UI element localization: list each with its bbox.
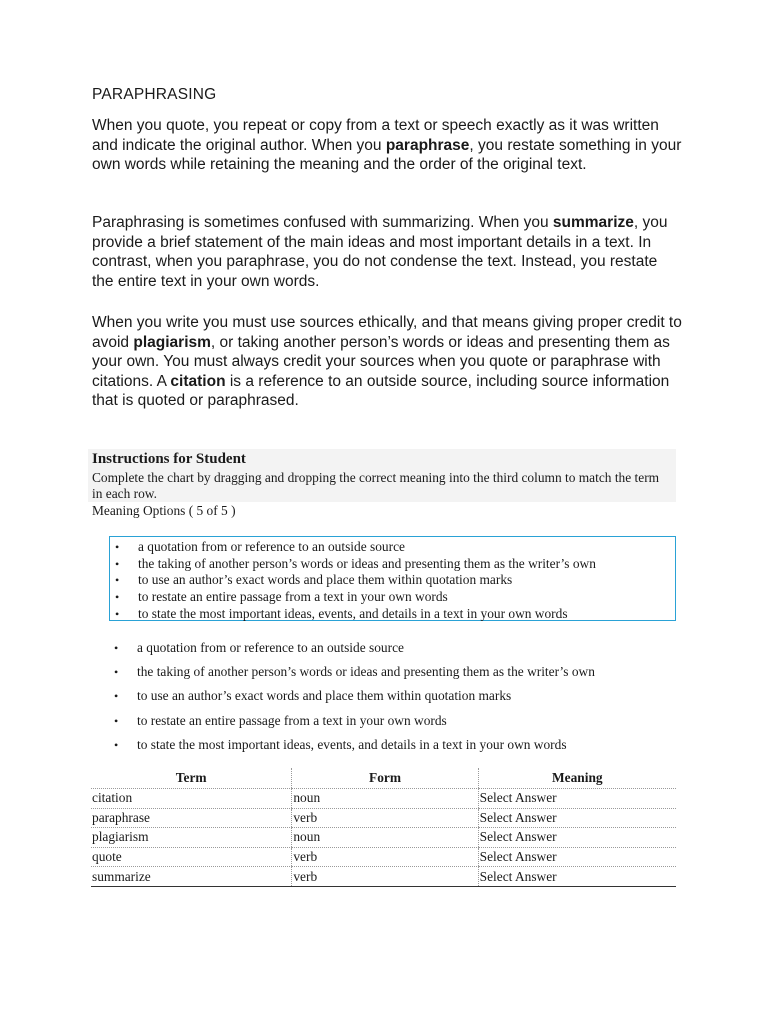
list-item: • to restate an entire passage from a text in your own words — [109, 711, 595, 735]
list-item: • the taking of another person’s words or ideas and presenting them as the writer’s own — [109, 662, 595, 686]
form-cell: noun — [292, 789, 478, 809]
form-cell: noun — [292, 828, 478, 848]
para3-text-1: When you write you must use sources ethically, and that means giving proper credit to avoid — [92, 314, 682, 351]
para3-text-2: , or taking another person’s words or ideas and presenting them as your own. You must always credit your sources when you quote or paraphrase with citations. A — [92, 333, 670, 390]
meaning-drop-target[interactable]: Select Answer — [478, 789, 676, 809]
drag-option-item[interactable]: • to state the most important ideas, events, and details in a text in your own words — [110, 606, 596, 623]
meaning-drop-target[interactable]: Select Answer — [478, 847, 676, 867]
para3-bold-plagiarism: plagiarism — [133, 333, 211, 351]
list-item: • to state the most important ideas, events, and details in a text in your own words — [109, 735, 595, 759]
list-item: • a quotation from or reference to an outside source — [109, 638, 595, 662]
drag-option-item[interactable]: • to use an author’s exact words and place them within quotation marks — [110, 572, 596, 589]
page-heading: PARAPHRASING — [92, 86, 217, 103]
term-cell: citation — [91, 789, 292, 809]
instructions-title: Instructions for Student — [92, 451, 246, 467]
paragraph-quote-paraphrase — [92, 116, 682, 175]
column-header-meaning: Meaning — [478, 768, 676, 789]
table-row — [91, 828, 676, 848]
instructions-text: Complete the chart by dragging and dropping the correct meaning into the third column to match the term in each row. — [92, 470, 660, 501]
form-cell: verb — [292, 867, 478, 887]
drag-option-item[interactable]: • to restate an entire passage from a text in your own words — [110, 589, 596, 606]
term-cell: paraphrase — [91, 808, 292, 828]
column-header-term: Term — [91, 768, 292, 789]
list-item: • to use an author’s exact words and place them within quotation marks — [109, 686, 595, 710]
para1-text-2: , you restate something in your own words while retaining the meaning and the order of the original text. — [92, 136, 682, 174]
meaning-drop-target[interactable]: Select Answer — [478, 867, 676, 887]
table-row — [91, 808, 676, 828]
para1-bold-paraphrase: paraphrase — [385, 136, 470, 154]
para3-text-3: is a reference to an outside source, including source information that is quoted or paraphrased. — [92, 372, 670, 410]
paragraph-plagiarism-citation — [92, 313, 682, 411]
form-cell: verb — [292, 847, 478, 867]
meaning-options-label: Meaning Options ( 5 of 5 ) — [92, 503, 236, 518]
term-cell: plagiarism — [91, 828, 292, 848]
table-header-row — [91, 768, 676, 789]
meaning-drop-target[interactable]: Select Answer — [478, 828, 676, 848]
paragraph-summarize — [92, 213, 682, 291]
term-cell: summarize — [91, 867, 292, 887]
para2-bold-summarize: summarize — [552, 214, 634, 231]
para3-bold-citation: citation — [170, 372, 226, 390]
column-header-form: Form — [292, 768, 478, 789]
terms-table — [91, 768, 676, 887]
table-row — [91, 847, 676, 867]
para2-text-1: Paraphrasing is sometimes confused with summarizing. When you — [92, 214, 553, 231]
drag-options-list — [110, 539, 596, 622]
drag-options-box — [109, 536, 676, 621]
table-row — [91, 789, 676, 809]
term-cell: quote — [91, 847, 292, 867]
form-cell: verb — [292, 808, 478, 828]
drag-option-item[interactable]: • a quotation from or reference to an outside source — [110, 539, 596, 556]
meaning-options-list — [109, 638, 595, 759]
para1-text-1: When you quote, you repeat or copy from a text or speech exactly as it was written and indicate the original author. When you — [92, 117, 659, 154]
table-row — [91, 867, 676, 887]
para2-text-2: , you provide a brief statement of the main ideas and most important details in a text. In contrast, when you paraphrase, you do not condense the text. Instead, you restate the entire text in your own words. — [92, 214, 668, 290]
drag-option-item[interactable]: • the taking of another person’s words or ideas and presenting them as the writer’s own — [110, 556, 596, 573]
meaning-drop-target[interactable]: Select Answer — [478, 808, 676, 828]
